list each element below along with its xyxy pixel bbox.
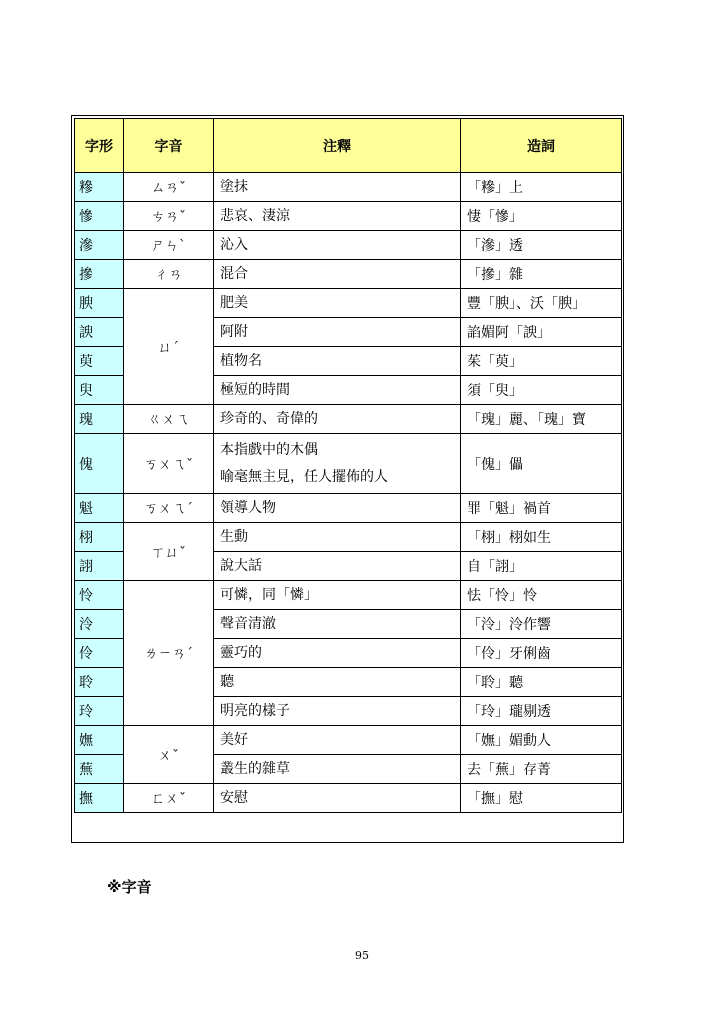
word-formation-cell: 罪「魁」禍首 bbox=[461, 494, 622, 523]
meaning-cell bbox=[214, 376, 461, 405]
meaning-cell bbox=[214, 173, 461, 202]
meaning-cell bbox=[214, 231, 461, 260]
meaning-line: 本指戲中的木偶 bbox=[220, 441, 318, 458]
meaning-cell bbox=[214, 755, 461, 784]
meaning-line: 塗抹 bbox=[220, 178, 248, 195]
glyph-cell: 魁 bbox=[75, 494, 124, 523]
glyph-cell: 嫵 bbox=[75, 726, 124, 755]
pronunciation-cell: ㄎㄨㄟˊ bbox=[124, 494, 214, 523]
glyph-cell: 滲 bbox=[75, 231, 124, 260]
header-glyph: 字形 bbox=[75, 119, 124, 173]
header-pronunciation: 字音 bbox=[124, 119, 214, 173]
glyph-cell: 撫 bbox=[75, 784, 124, 813]
glyph-cell: 怜 bbox=[75, 581, 124, 610]
word-formation-cell: 悽「慘」 bbox=[461, 202, 622, 231]
meaning-cell bbox=[214, 552, 461, 581]
word-formation-cell: 「撫」慰 bbox=[461, 784, 622, 813]
glyph-cell: 摻 bbox=[75, 260, 124, 289]
word-formation-cell: 諂媚阿「諛」 bbox=[461, 318, 622, 347]
table-body bbox=[75, 173, 622, 813]
pronunciation-cell: ㄙㄢˇ bbox=[124, 173, 214, 202]
meaning-line: 聽 bbox=[220, 673, 234, 690]
meaning-line: 明亮的樣子 bbox=[220, 702, 290, 719]
meaning-cell bbox=[214, 581, 461, 610]
meaning-line: 悲哀、淒涼 bbox=[220, 207, 290, 224]
meaning-cell bbox=[214, 697, 461, 726]
section-heading: ※字音 bbox=[107, 878, 152, 896]
table-row bbox=[75, 434, 622, 494]
meaning-cell bbox=[214, 260, 461, 289]
word-formation-cell: 「伶」牙俐齒 bbox=[461, 639, 622, 668]
glyph-cell: 臾 bbox=[75, 376, 124, 405]
meaning-line: 沁入 bbox=[220, 236, 248, 253]
meaning-line: 阿附 bbox=[220, 323, 248, 340]
meaning-cell bbox=[214, 494, 461, 523]
meaning-line: 說大話 bbox=[220, 557, 262, 574]
meaning-cell bbox=[214, 668, 461, 697]
glyph-cell: 腴 bbox=[75, 289, 124, 318]
word-formation-cell: 「泠」泠作響 bbox=[461, 610, 622, 639]
meaning-line: 喻毫無主見，任人擺佈的人 bbox=[220, 468, 388, 485]
glyph-cell: 伶 bbox=[75, 639, 124, 668]
table-header-row bbox=[75, 119, 622, 173]
word-formation-cell: 須「臾」 bbox=[461, 376, 622, 405]
table-row bbox=[75, 784, 622, 813]
meaning-line: 靈巧的 bbox=[220, 644, 262, 661]
word-formation-cell: 「傀」儡 bbox=[461, 434, 622, 494]
word-formation-cell: 「摻」雜 bbox=[461, 260, 622, 289]
meaning-cell bbox=[214, 289, 461, 318]
word-formation-cell: 「玲」瓏剔透 bbox=[461, 697, 622, 726]
character-table bbox=[74, 118, 622, 813]
table-row bbox=[75, 202, 622, 231]
table-row bbox=[75, 726, 622, 755]
pronunciation-cell: ㄩˊ bbox=[124, 289, 214, 405]
meaning-line: 可憐，同「憐」 bbox=[220, 586, 318, 603]
meaning-cell bbox=[214, 784, 461, 813]
meaning-line: 極短的時間 bbox=[220, 381, 290, 398]
glyph-cell: 泠 bbox=[75, 610, 124, 639]
meaning-cell bbox=[214, 405, 461, 434]
pronunciation-cell: ㄨˇ bbox=[124, 726, 214, 784]
meaning-line: 混合 bbox=[220, 265, 248, 282]
meaning-line: 聲音清澈 bbox=[220, 615, 276, 632]
glyph-cell: 聆 bbox=[75, 668, 124, 697]
table-row bbox=[75, 231, 622, 260]
word-formation-cell: 怯「怜」怜 bbox=[461, 581, 622, 610]
pronunciation-cell: ㄘㄢˇ bbox=[124, 202, 214, 231]
meaning-line: 植物名 bbox=[220, 352, 262, 369]
meaning-cell bbox=[214, 434, 461, 494]
word-formation-cell: 豐「腴」、沃「腴」 bbox=[461, 289, 622, 318]
word-formation-cell: 去「蕪」存菁 bbox=[461, 755, 622, 784]
word-formation-cell: 「瑰」麗、「瑰」寶 bbox=[461, 405, 622, 434]
table-row bbox=[75, 289, 622, 318]
glyph-cell: 玲 bbox=[75, 697, 124, 726]
word-formation-cell: 「嫵」媚動人 bbox=[461, 726, 622, 755]
table-row bbox=[75, 523, 622, 552]
table-row bbox=[75, 581, 622, 610]
word-formation-cell: 「滲」透 bbox=[461, 231, 622, 260]
pronunciation-cell: ㄕㄣˋ bbox=[124, 231, 214, 260]
meaning-line: 美好 bbox=[220, 731, 248, 748]
meaning-cell bbox=[214, 610, 461, 639]
meaning-line: 領導人物 bbox=[220, 499, 276, 516]
table-row bbox=[75, 260, 622, 289]
meaning-line: 肥美 bbox=[220, 294, 248, 311]
table-row bbox=[75, 405, 622, 434]
glyph-cell: 詡 bbox=[75, 552, 124, 581]
meaning-cell bbox=[214, 347, 461, 376]
glyph-cell: 慘 bbox=[75, 202, 124, 231]
meaning-line: 安慰 bbox=[220, 789, 248, 806]
table-row bbox=[75, 173, 622, 202]
glyph-cell: 糝 bbox=[75, 173, 124, 202]
pronunciation-cell: ㄈㄨˇ bbox=[124, 784, 214, 813]
pronunciation-cell: ㄎㄨㄟˇ bbox=[124, 434, 214, 494]
header-word-formation: 造詞 bbox=[461, 119, 622, 173]
word-formation-cell: 「栩」栩如生 bbox=[461, 523, 622, 552]
glyph-cell: 傀 bbox=[75, 434, 124, 494]
meaning-cell bbox=[214, 523, 461, 552]
glyph-cell: 栩 bbox=[75, 523, 124, 552]
meaning-cell bbox=[214, 202, 461, 231]
meaning-line: 叢生的雜草 bbox=[220, 760, 290, 777]
glyph-cell: 瑰 bbox=[75, 405, 124, 434]
glyph-cell: 諛 bbox=[75, 318, 124, 347]
glyph-cell: 萸 bbox=[75, 347, 124, 376]
meaning-cell bbox=[214, 726, 461, 755]
word-formation-cell: 「糝」上 bbox=[461, 173, 622, 202]
page-number: 95 bbox=[355, 949, 369, 962]
meaning-cell bbox=[214, 318, 461, 347]
pronunciation-cell: ㄒㄩˇ bbox=[124, 523, 214, 581]
header-meaning: 注釋 bbox=[214, 119, 461, 173]
meaning-line: 生動 bbox=[220, 528, 248, 545]
word-formation-cell: 「聆」聽 bbox=[461, 668, 622, 697]
glyph-cell: 蕪 bbox=[75, 755, 124, 784]
meaning-cell bbox=[214, 639, 461, 668]
table-row bbox=[75, 494, 622, 523]
pronunciation-cell: ㄌㄧㄢˊ bbox=[124, 581, 214, 726]
pronunciation-cell: ㄍㄨㄟ bbox=[124, 405, 214, 434]
word-formation-cell: 茱「萸」 bbox=[461, 347, 622, 376]
meaning-line: 珍奇的、奇偉的 bbox=[220, 410, 318, 427]
word-formation-cell: 自「詡」 bbox=[461, 552, 622, 581]
pronunciation-cell: ㄔㄢ bbox=[124, 260, 214, 289]
